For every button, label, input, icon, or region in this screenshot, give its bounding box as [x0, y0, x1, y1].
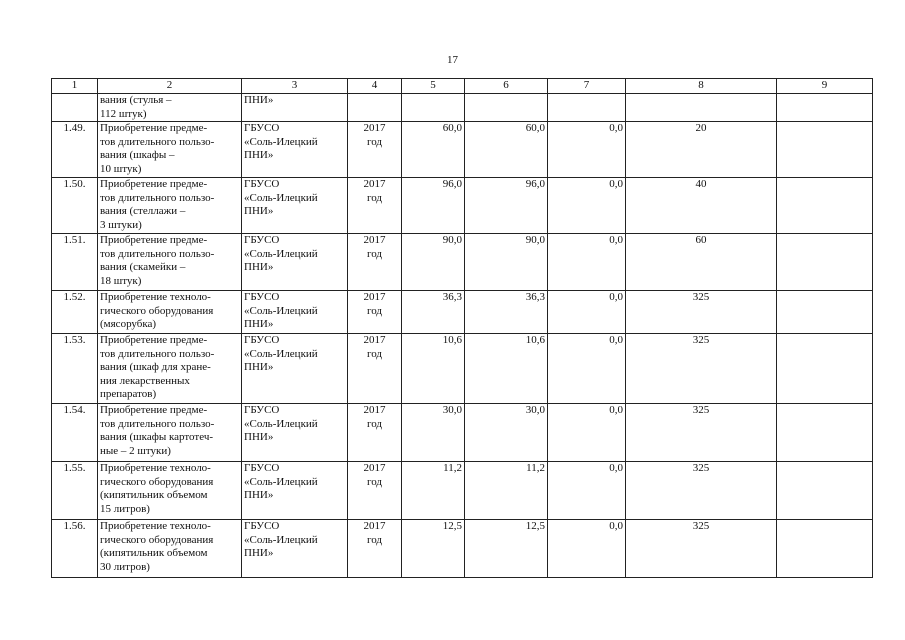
- row-description: вания (стулья – 112 штук): [98, 94, 242, 122]
- row-col6: 96,0: [465, 178, 548, 234]
- row-col5: 10,6: [402, 334, 465, 404]
- page-number: 17: [447, 54, 458, 66]
- row-col9: [777, 94, 873, 122]
- row-col8: 325: [626, 404, 777, 462]
- table-row: [52, 462, 873, 520]
- data-table: [51, 78, 873, 578]
- row-col9: [777, 334, 873, 404]
- row-col6: [465, 94, 548, 122]
- row-col7: 0,0: [548, 462, 626, 520]
- row-col8: 40: [626, 178, 777, 234]
- row-organization: ГБУСО «Соль-Илецкий ПНИ»: [242, 122, 348, 178]
- row-number: 1.52.: [52, 291, 98, 334]
- row-col5: 30,0: [402, 404, 465, 462]
- row-description: Приобретение предме- тов длительного пользо- вания (шкафы – 10 штук): [98, 122, 242, 178]
- row-col7: 0,0: [548, 404, 626, 462]
- row-col9: [777, 178, 873, 234]
- row-col7: 0,0: [548, 520, 626, 578]
- row-col5: 36,3: [402, 291, 465, 334]
- row-year: 2017 год: [348, 462, 402, 520]
- column-header: 3: [242, 79, 348, 94]
- row-year: 2017 год: [348, 234, 402, 291]
- row-description: Приобретение техноло- гического оборудования (мясорубка): [98, 291, 242, 334]
- table-row: [52, 334, 873, 404]
- row-col8: 20: [626, 122, 777, 178]
- row-col5: 60,0: [402, 122, 465, 178]
- table-row: [52, 122, 873, 178]
- row-year: [348, 94, 402, 122]
- row-number: [52, 94, 98, 122]
- table-row: [52, 520, 873, 578]
- row-col7: 0,0: [548, 234, 626, 291]
- table-row: [52, 291, 873, 334]
- row-col9: [777, 291, 873, 334]
- row-number: 1.50.: [52, 178, 98, 234]
- row-col7: [548, 94, 626, 122]
- row-col8: 325: [626, 334, 777, 404]
- row-col5: 12,5: [402, 520, 465, 578]
- row-number: 1.56.: [52, 520, 98, 578]
- row-col5: 96,0: [402, 178, 465, 234]
- row-col9: [777, 234, 873, 291]
- row-col6: 36,3: [465, 291, 548, 334]
- row-col6: 90,0: [465, 234, 548, 291]
- column-header: 2: [98, 79, 242, 94]
- row-description: Приобретение техноло- гического оборудования (кипятильник объемом 15 литров): [98, 462, 242, 520]
- header-row: [52, 79, 873, 94]
- row-organization: ГБУСО «Соль-Илецкий ПНИ»: [242, 334, 348, 404]
- row-organization: ГБУСО «Соль-Илецкий ПНИ»: [242, 462, 348, 520]
- row-col7: 0,0: [548, 122, 626, 178]
- row-col8: 325: [626, 520, 777, 578]
- row-number: 1.51.: [52, 234, 98, 291]
- column-header: 9: [777, 79, 873, 94]
- row-year: 2017 год: [348, 520, 402, 578]
- row-col8: 325: [626, 291, 777, 334]
- column-header: 4: [348, 79, 402, 94]
- row-description: Приобретение предме- тов длительного пользо- вания (шкафы картотеч- ные – 2 штуки): [98, 404, 242, 462]
- row-description: Приобретение предме- тов длительного пользо- вания (шкаф для хране- ния лекарственных препаратов): [98, 334, 242, 404]
- row-number: 1.54.: [52, 404, 98, 462]
- row-col7: 0,0: [548, 178, 626, 234]
- row-col6: 10,6: [465, 334, 548, 404]
- row-organization: ГБУСО «Соль-Илецкий ПНИ»: [242, 234, 348, 291]
- row-col6: 12,5: [465, 520, 548, 578]
- column-header: 8: [626, 79, 777, 94]
- row-col7: 0,0: [548, 334, 626, 404]
- row-col9: [777, 404, 873, 462]
- row-col5: 90,0: [402, 234, 465, 291]
- row-col8: 325: [626, 462, 777, 520]
- column-header: 7: [548, 79, 626, 94]
- row-col8: [626, 94, 777, 122]
- row-year: 2017 год: [348, 404, 402, 462]
- row-col5: 11,2: [402, 462, 465, 520]
- row-number: 1.49.: [52, 122, 98, 178]
- table-row: [52, 404, 873, 462]
- row-col6: 60,0: [465, 122, 548, 178]
- row-col5: [402, 94, 465, 122]
- table-row: [52, 94, 873, 122]
- row-year: 2017 год: [348, 122, 402, 178]
- row-col8: 60: [626, 234, 777, 291]
- row-col6: 11,2: [465, 462, 548, 520]
- row-description: Приобретение предме- тов длительного пользо- вания (скамейки – 18 штук): [98, 234, 242, 291]
- row-organization: ГБУСО «Соль-Илецкий ПНИ»: [242, 291, 348, 334]
- column-header: 1: [52, 79, 98, 94]
- table-row: [52, 234, 873, 291]
- row-col9: [777, 520, 873, 578]
- row-col9: [777, 462, 873, 520]
- row-number: 1.55.: [52, 462, 98, 520]
- row-number: 1.53.: [52, 334, 98, 404]
- row-organization: ГБУСО «Соль-Илецкий ПНИ»: [242, 178, 348, 234]
- row-year: 2017 год: [348, 178, 402, 234]
- row-description: Приобретение предме- тов длительного пользо- вания (стеллажи – 3 штуки): [98, 178, 242, 234]
- row-year: 2017 год: [348, 291, 402, 334]
- row-organization: ГБУСО «Соль-Илецкий ПНИ»: [242, 404, 348, 462]
- row-description: Приобретение техноло- гического оборудования (кипятильник объемом 30 литров): [98, 520, 242, 578]
- row-col9: [777, 122, 873, 178]
- table-row: [52, 178, 873, 234]
- column-header: 6: [465, 79, 548, 94]
- row-col7: 0,0: [548, 291, 626, 334]
- row-organization: ГБУСО «Соль-Илецкий ПНИ»: [242, 520, 348, 578]
- table-body: [52, 94, 873, 578]
- row-year: 2017 год: [348, 334, 402, 404]
- row-organization: ПНИ»: [242, 94, 348, 122]
- row-col6: 30,0: [465, 404, 548, 462]
- column-header: 5: [402, 79, 465, 94]
